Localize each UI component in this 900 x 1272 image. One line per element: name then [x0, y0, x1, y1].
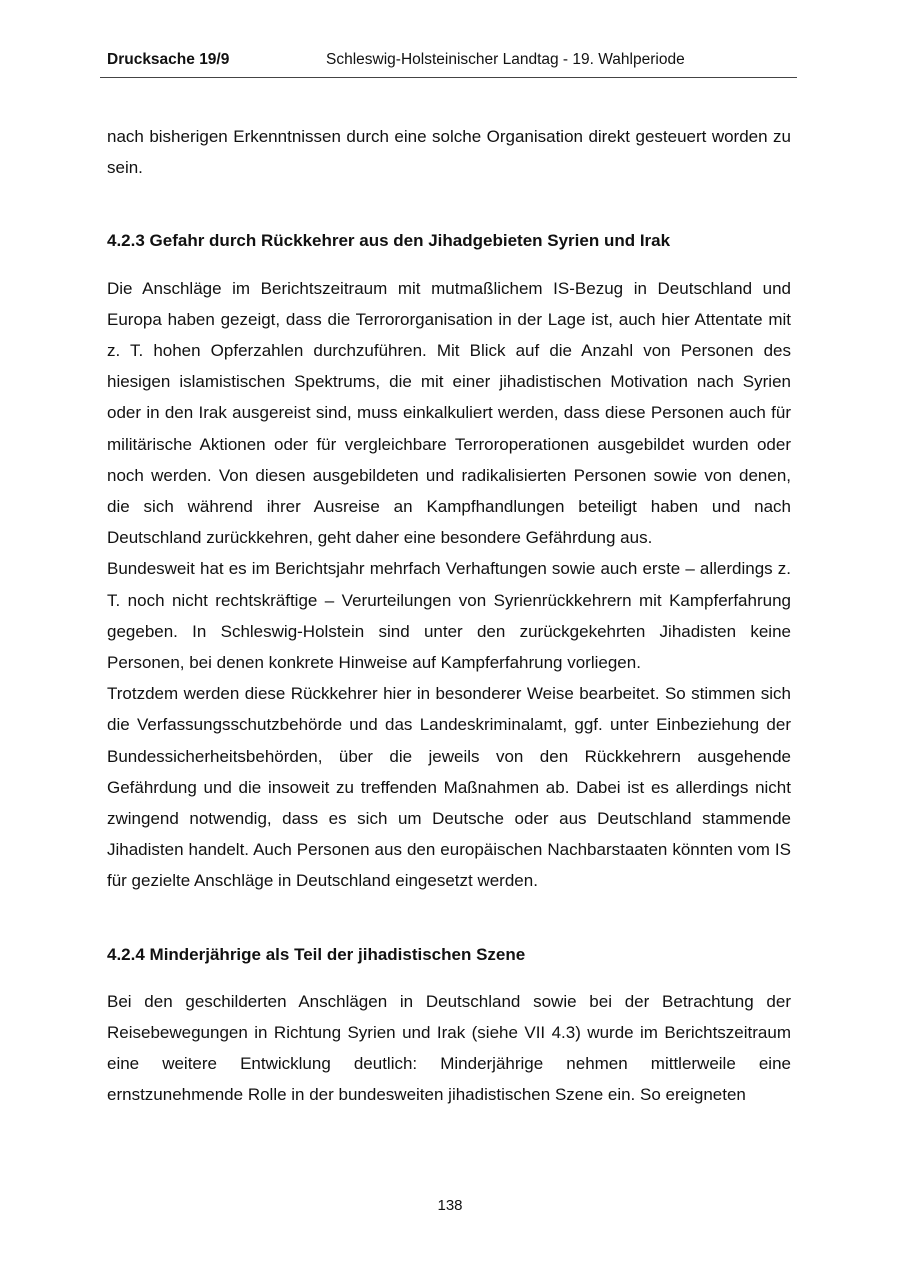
page-content: [107, 121, 791, 1111]
section-heading-4-2-4: 4.2.4 Minderjährige als Teil der jihadistischen Szene: [107, 944, 526, 964]
page-number: 138: [437, 1197, 463, 1214]
intro-paragraph: nach bisherigen Erkenntnissen durch eine solche Organisation direkt gesteuert worden zu sein.: [107, 127, 791, 178]
page-header: [100, 51, 797, 78]
document-number: Drucksache 19/9: [107, 51, 230, 68]
section-heading-4-2-3: 4.2.3 Gefahr durch Rückkehrer aus den Jihadgebieten Syrien und Irak: [107, 231, 671, 251]
section1-paragraph-1: Die Anschläge im Berichtszeitraum mit mutmaßlichem IS-Bezug in Deutschland und Europa haben gezeigt, dass die Terrororganisation in der Lage ist, auch hier Attentate mit z. T. hohen Opferzahlen durchzuführen. Mit Blick auf die Anzahl von Personen des hiesigen islamistischen Spektrums, die mit einer jihadistischen Motivation nach Syrien oder in den Irak ausgereist sind, muss einkalkuliert werden, dass diese Personen auch für militärische Aktionen oder für vergleichbare Terroroperationen ausgebildet wurden oder noch werden. Von diesen ausgebildeten und radikalisierten Personen sowie von denen, die sich während ihrer Ausreise an Kampfhandlungen beteiligt haben und nach Deutschland zurückkehren, geht daher eine besondere Gefährdung aus.: [107, 278, 791, 548]
section1-paragraph-3: Trotzdem werden diese Rückkehrer hier in besonderer Weise bearbeitet. So stimmen sich die Verfassungsschutzbehörde und das Landeskriminalamt, ggf. unter Einbeziehung der Bundessicherheitsbehörden, über die jeweils von den Rückkehrern ausgehende Gefährdung und die insoweit zu treffenden Maßnahmen ab. Dabei ist es allerdings nicht zwingend notwendig, dass es sich um Deutsche oder aus Deutschland stammende Jihadisten handelt. Auch Personen aus den europäischen Nachbarstaaten könnten vom IS für gezielte Anschläge in Deutschland eingesetzt werden.: [107, 684, 791, 891]
section2-paragraph-1: Bei den geschilderten Anschlägen in Deutschland sowie bei der Betrachtung der Reisebewegungen in Richtung Syrien und Irak (siehe VII 4.3) wurde im Berichtszeitraum eine weitere Entwicklung deutlich: Minderjährige nehmen mittlerweile eine ernstzunehmende Rolle in der bundesweiten jihadistischen Szene ein. So ereigneten: [107, 991, 791, 1105]
header-title: Schleswig-Holsteinischer Landtag - 19. Wahlperiode: [326, 51, 685, 68]
section1-paragraph-2: Bundesweit hat es im Berichtsjahr mehrfach Verhaftungen sowie auch erste – allerdings z. T. noch nicht rechtskräftige – Verurteilungen von Syrienrückkehrern mit Kampferfahrung gegeben. In Schleswig-Holstein sind unter den zurückgekehrten Jihadisten keine Personen, bei denen konkrete Hinweise auf Kampferfahrung vorliegen.: [107, 559, 791, 673]
